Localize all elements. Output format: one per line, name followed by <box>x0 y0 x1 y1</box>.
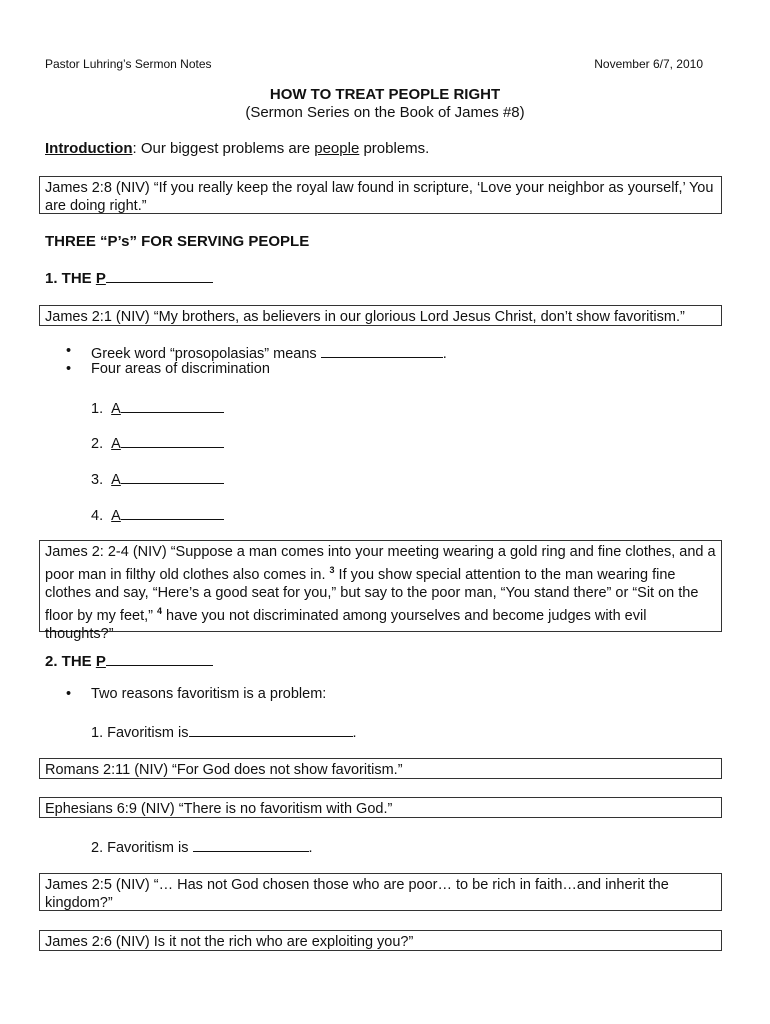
verse-number-3: 3 <box>329 565 335 575</box>
section-1-heading <box>45 268 213 287</box>
area-item-2 <box>91 433 224 452</box>
bullet-dot: • <box>66 343 72 359</box>
section-2-number: 2. THE <box>45 653 96 670</box>
reason-2-end: . <box>308 840 313 856</box>
section-2-letter: P <box>95 653 106 670</box>
james-2-4-text: have you not discriminated among yourselves and become judges with evil thoughts?” <box>45 607 647 642</box>
reason-1-text: 1. Favoritism is <box>91 725 189 741</box>
area-item-4 <box>91 505 224 524</box>
reason-1-end: . <box>352 725 357 741</box>
greek-word-text: Greek word “prosopolasias” means <box>91 346 317 362</box>
area-letter: A <box>111 436 121 452</box>
area-number: 1. <box>91 401 104 417</box>
greek-word-blank <box>321 343 443 358</box>
reason-1-line <box>91 722 357 741</box>
area-item-3 <box>91 469 224 488</box>
section-2-heading <box>45 651 213 670</box>
area-letter: A <box>111 401 121 417</box>
area-number: 3. <box>91 472 104 488</box>
section-1-blank <box>106 268 213 283</box>
four-areas-line: Four areas of discrimination <box>91 361 270 377</box>
three-ps-heading: THREE “P’s” FOR SERVING PEOPLE <box>45 233 310 250</box>
scripture-box-romans-2-11: Romans 2:11 (NIV) “For God does not show favoritism.” <box>39 758 722 779</box>
scripture-box-james-2-2-4 <box>39 540 722 642</box>
introduction-text-after: problems. <box>359 140 430 157</box>
scripture-box-james-2-1: James 2:1 (NIV) “My brothers, as believers in our glorious Lord Jesus Christ, don’t show favoritism.” <box>39 305 722 326</box>
page-subtitle: (Sermon Series on the Book of James #8) <box>245 104 525 121</box>
area-blank <box>121 505 224 520</box>
section-1-number: 1. THE <box>45 270 96 287</box>
scripture-box-james-2-6: James 2:6 (NIV) Is it not the rich who are exploiting you?” <box>39 930 722 951</box>
header-date: November 6/7, 2010 <box>594 57 703 71</box>
introduction-underlined: people <box>314 140 360 157</box>
area-number: 4. <box>91 508 104 524</box>
reason-2-blank <box>193 837 309 852</box>
scripture-box-ephesians-6-9: Ephesians 6:9 (NIV) “There is no favoritism with God.” <box>39 797 722 818</box>
introduction-label: Introduction <box>45 140 133 157</box>
area-item-1 <box>91 398 224 417</box>
greek-word-end: . <box>442 346 447 362</box>
verse-number-4: 4 <box>157 605 163 616</box>
area-blank <box>121 433 224 448</box>
greek-word-line <box>91 343 447 362</box>
section-1-letter: P <box>95 270 106 287</box>
area-blank <box>121 398 224 413</box>
header-left: Pastor Luhring’s Sermon Notes <box>45 57 212 71</box>
page-title: HOW TO TREAT PEOPLE RIGHT <box>269 86 501 103</box>
james-2-3-text: If you show special attention to the man wearing fine clothes and say, “Here’s a good seat for you,” but say to the poor man, “You stand there” or “Sit on the floor by my feet,” <box>45 566 699 624</box>
area-letter: A <box>111 472 121 488</box>
reason-1-blank <box>189 722 353 737</box>
introduction-line <box>45 140 429 157</box>
reason-2-text: 2. Favoritism is <box>91 840 193 856</box>
area-number: 2. <box>91 436 104 452</box>
area-blank <box>121 469 224 484</box>
two-reasons-line: Two reasons favoritism is a problem: <box>91 686 327 702</box>
bullet-dot: • <box>66 686 72 702</box>
scripture-box-james-2-5: James 2:5 (NIV) “… Has not God chosen those who are poor… to be rich in faith…and inherit the kingdom?” <box>39 873 722 911</box>
introduction-text-before: : Our biggest problems are <box>132 140 315 157</box>
james-2-2-text: James 2: 2-4 (NIV) “Suppose a man comes into your meeting wearing a gold ring and fine clothes, and a poor man in filthy old clothes also comes in. <box>45 544 716 583</box>
bullet-dot: • <box>66 361 72 377</box>
scripture-box-james-2-8: James 2:8 (NIV) “If you really keep the royal law found in scripture, ‘Love your neighbor as yourself,’ You are doing right.” <box>39 176 722 214</box>
section-2-blank <box>106 651 213 666</box>
area-letter: A <box>111 508 121 524</box>
reason-2-line <box>91 837 313 856</box>
